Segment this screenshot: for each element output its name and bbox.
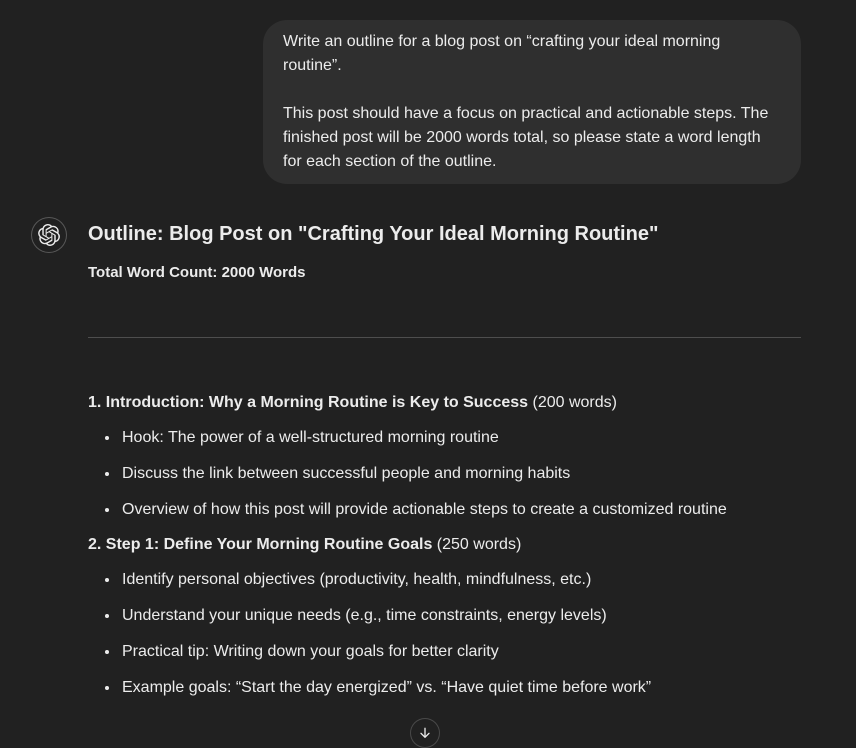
user-message-row [0,20,801,184]
arrow-down-icon [417,725,433,741]
total-word-count: Total Word Count: 2000 Words [88,264,306,281]
user-message-paragraph: This post should have a focus on practical and actionable steps. The finished post will be 2000 words total, so please state a word length for each section of the outline. [283,105,769,170]
section-bullet-list [88,568,801,700]
outline-bullet: • Understand your unique needs (e.g., time constraints, energy levels) [120,604,801,628]
section-title: Introduction: Why a Morning Routine is Key to Success [105,394,529,411]
section-heading [88,392,801,414]
scroll-to-bottom-button[interactable] [410,718,440,748]
outline-bullet: • Example goals: “Start the day energized” vs. “Have quiet time before work” [120,676,801,700]
section-word-count: (200 words) [532,394,617,411]
section-number: 1. [88,394,102,411]
response-title: Outline: Blog Post on "Crafting Your Ideal Morning Routine" [88,223,659,245]
user-message-bubble [263,20,801,184]
chat-thread [0,20,856,712]
assistant-avatar [31,217,67,253]
section-number: 2. [88,536,102,553]
assistant-message-content [88,217,801,712]
user-message-paragraph: Write an outline for a blog post on “crafting your ideal morning routine”. [283,33,721,74]
assistant-message-row [31,217,801,712]
outline-bullet: • Overview of how this post will provide actionable steps to create a customized routine [120,498,801,522]
outline-bullet: • Discuss the link between successful people and morning habits [120,462,801,486]
outline-bullet: • Practical tip: Writing down your goals for better clarity [120,640,801,664]
outline-bullet: • Identify personal objectives (productivity, health, mindfulness, etc.) [120,568,801,592]
outline-bullet: • Hook: The power of a well-structured morning routine [120,426,801,450]
section-bullet-list [88,426,801,522]
outline-sections [88,392,801,700]
section-word-count: (250 words) [436,536,522,553]
section-heading [88,534,801,556]
openai-logo-icon [38,224,60,246]
divider [88,337,801,338]
section-title: Step 1: Define Your Morning Routine Goals [105,536,433,553]
